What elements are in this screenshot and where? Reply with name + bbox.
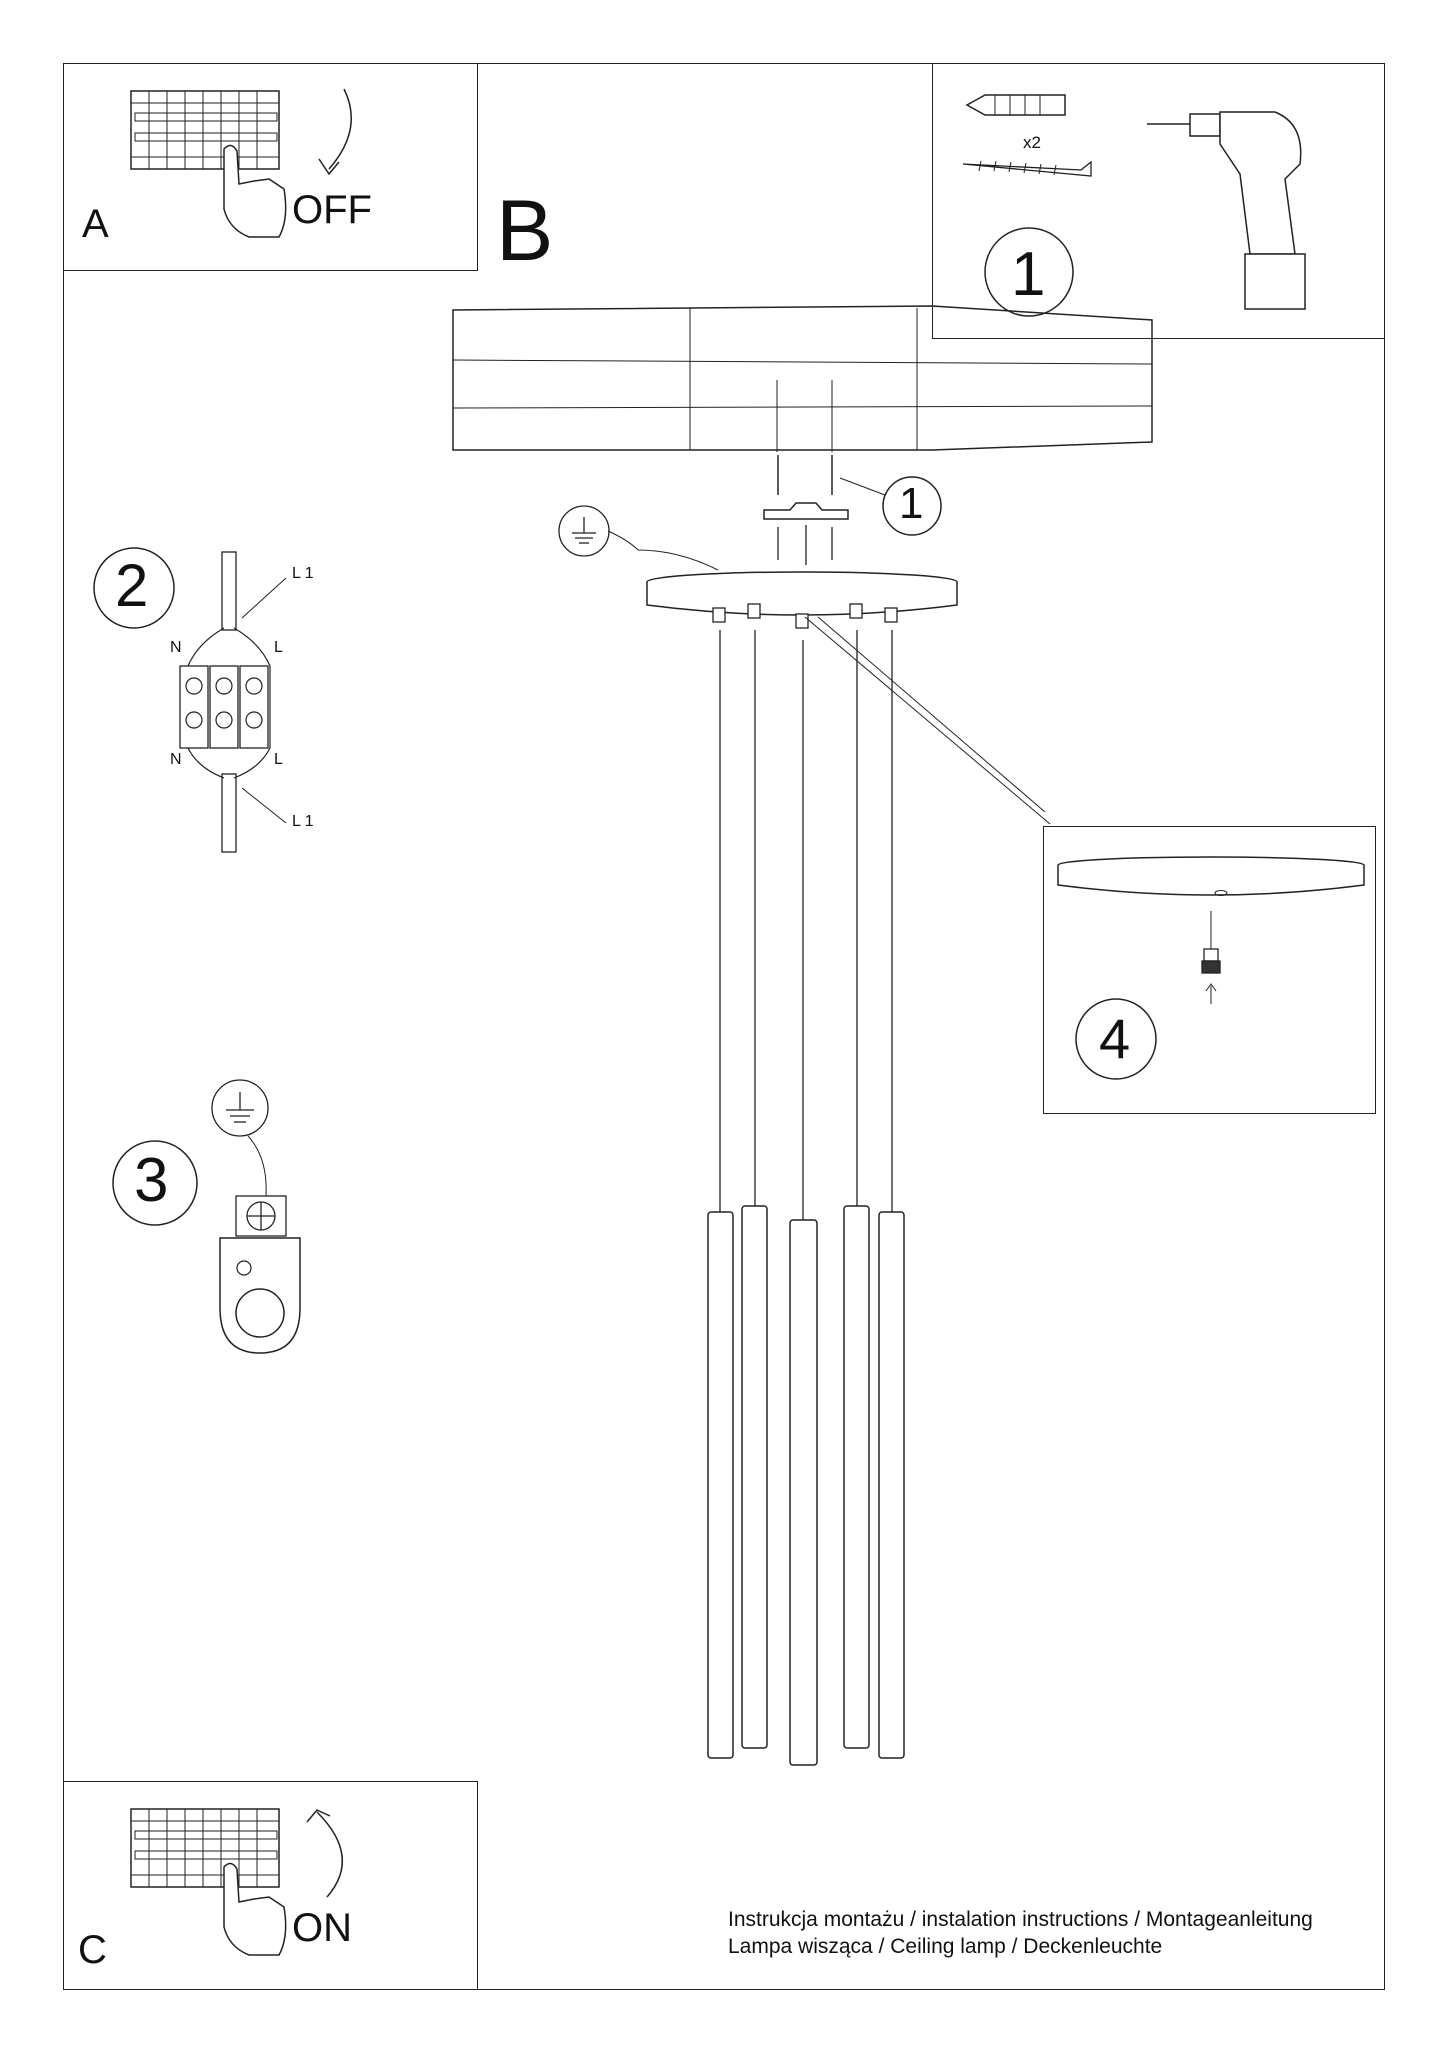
curved-arrow-icon (302, 1802, 362, 1902)
wire-label-n-bottom: N (170, 751, 182, 768)
step-c-letter: C (78, 1928, 107, 1972)
pendant-tube-icon (708, 1206, 904, 1765)
footer-line-2: Lampa wisząca / Ceiling lamp / Deckenleuchte (728, 1935, 1163, 1958)
step-2-number: 2 (115, 552, 149, 619)
wire-label-l1-bottom: L 1 (292, 813, 314, 830)
footer-line-1: Instrukcja montażu / instalation instructions / Montageanleitung (728, 1908, 1313, 1931)
step-1-panel (932, 63, 1385, 339)
step-b-letter: B (496, 183, 554, 279)
step-4-panel (1043, 826, 1376, 1114)
step-c-panel (63, 1781, 478, 1990)
ground-clamp-icon (208, 1078, 318, 1358)
step-1-number: 1 (1011, 240, 1046, 309)
step-a-action: OFF (292, 188, 372, 232)
step-c-action: ON (292, 1906, 352, 1950)
wall-plug-icon (965, 90, 1075, 120)
hand-icon (224, 145, 286, 237)
document-footer (728, 1906, 1313, 1960)
wire-label-l-bottom: L (274, 751, 283, 768)
screw-icon (961, 156, 1093, 176)
ceiling-slab (452, 302, 1152, 452)
wire-label-l-top: L (274, 639, 283, 656)
ground-symbol-icon (558, 505, 728, 575)
drill-icon (1145, 104, 1320, 314)
step-3-number: 3 (134, 1146, 169, 1215)
wire-label-n-top: N (170, 639, 182, 656)
terminal-block-icon (168, 548, 318, 856)
wire-label-l1-top: L 1 (292, 565, 314, 582)
step-a-letter: A (82, 202, 109, 246)
step-1-callout-number: 1 (899, 479, 924, 528)
hand-icon (224, 1863, 286, 1955)
set-screw-icon (1194, 911, 1224, 1006)
plug-quantity: x2 (1023, 133, 1041, 152)
curved-arrow-icon (304, 84, 364, 184)
step-a-panel (63, 63, 478, 271)
step-4-number: 4 (1099, 1007, 1131, 1070)
circuit-breaker-icon (129, 89, 289, 239)
circuit-breaker-icon (129, 1807, 289, 1957)
detail-callout-line (800, 612, 1060, 832)
